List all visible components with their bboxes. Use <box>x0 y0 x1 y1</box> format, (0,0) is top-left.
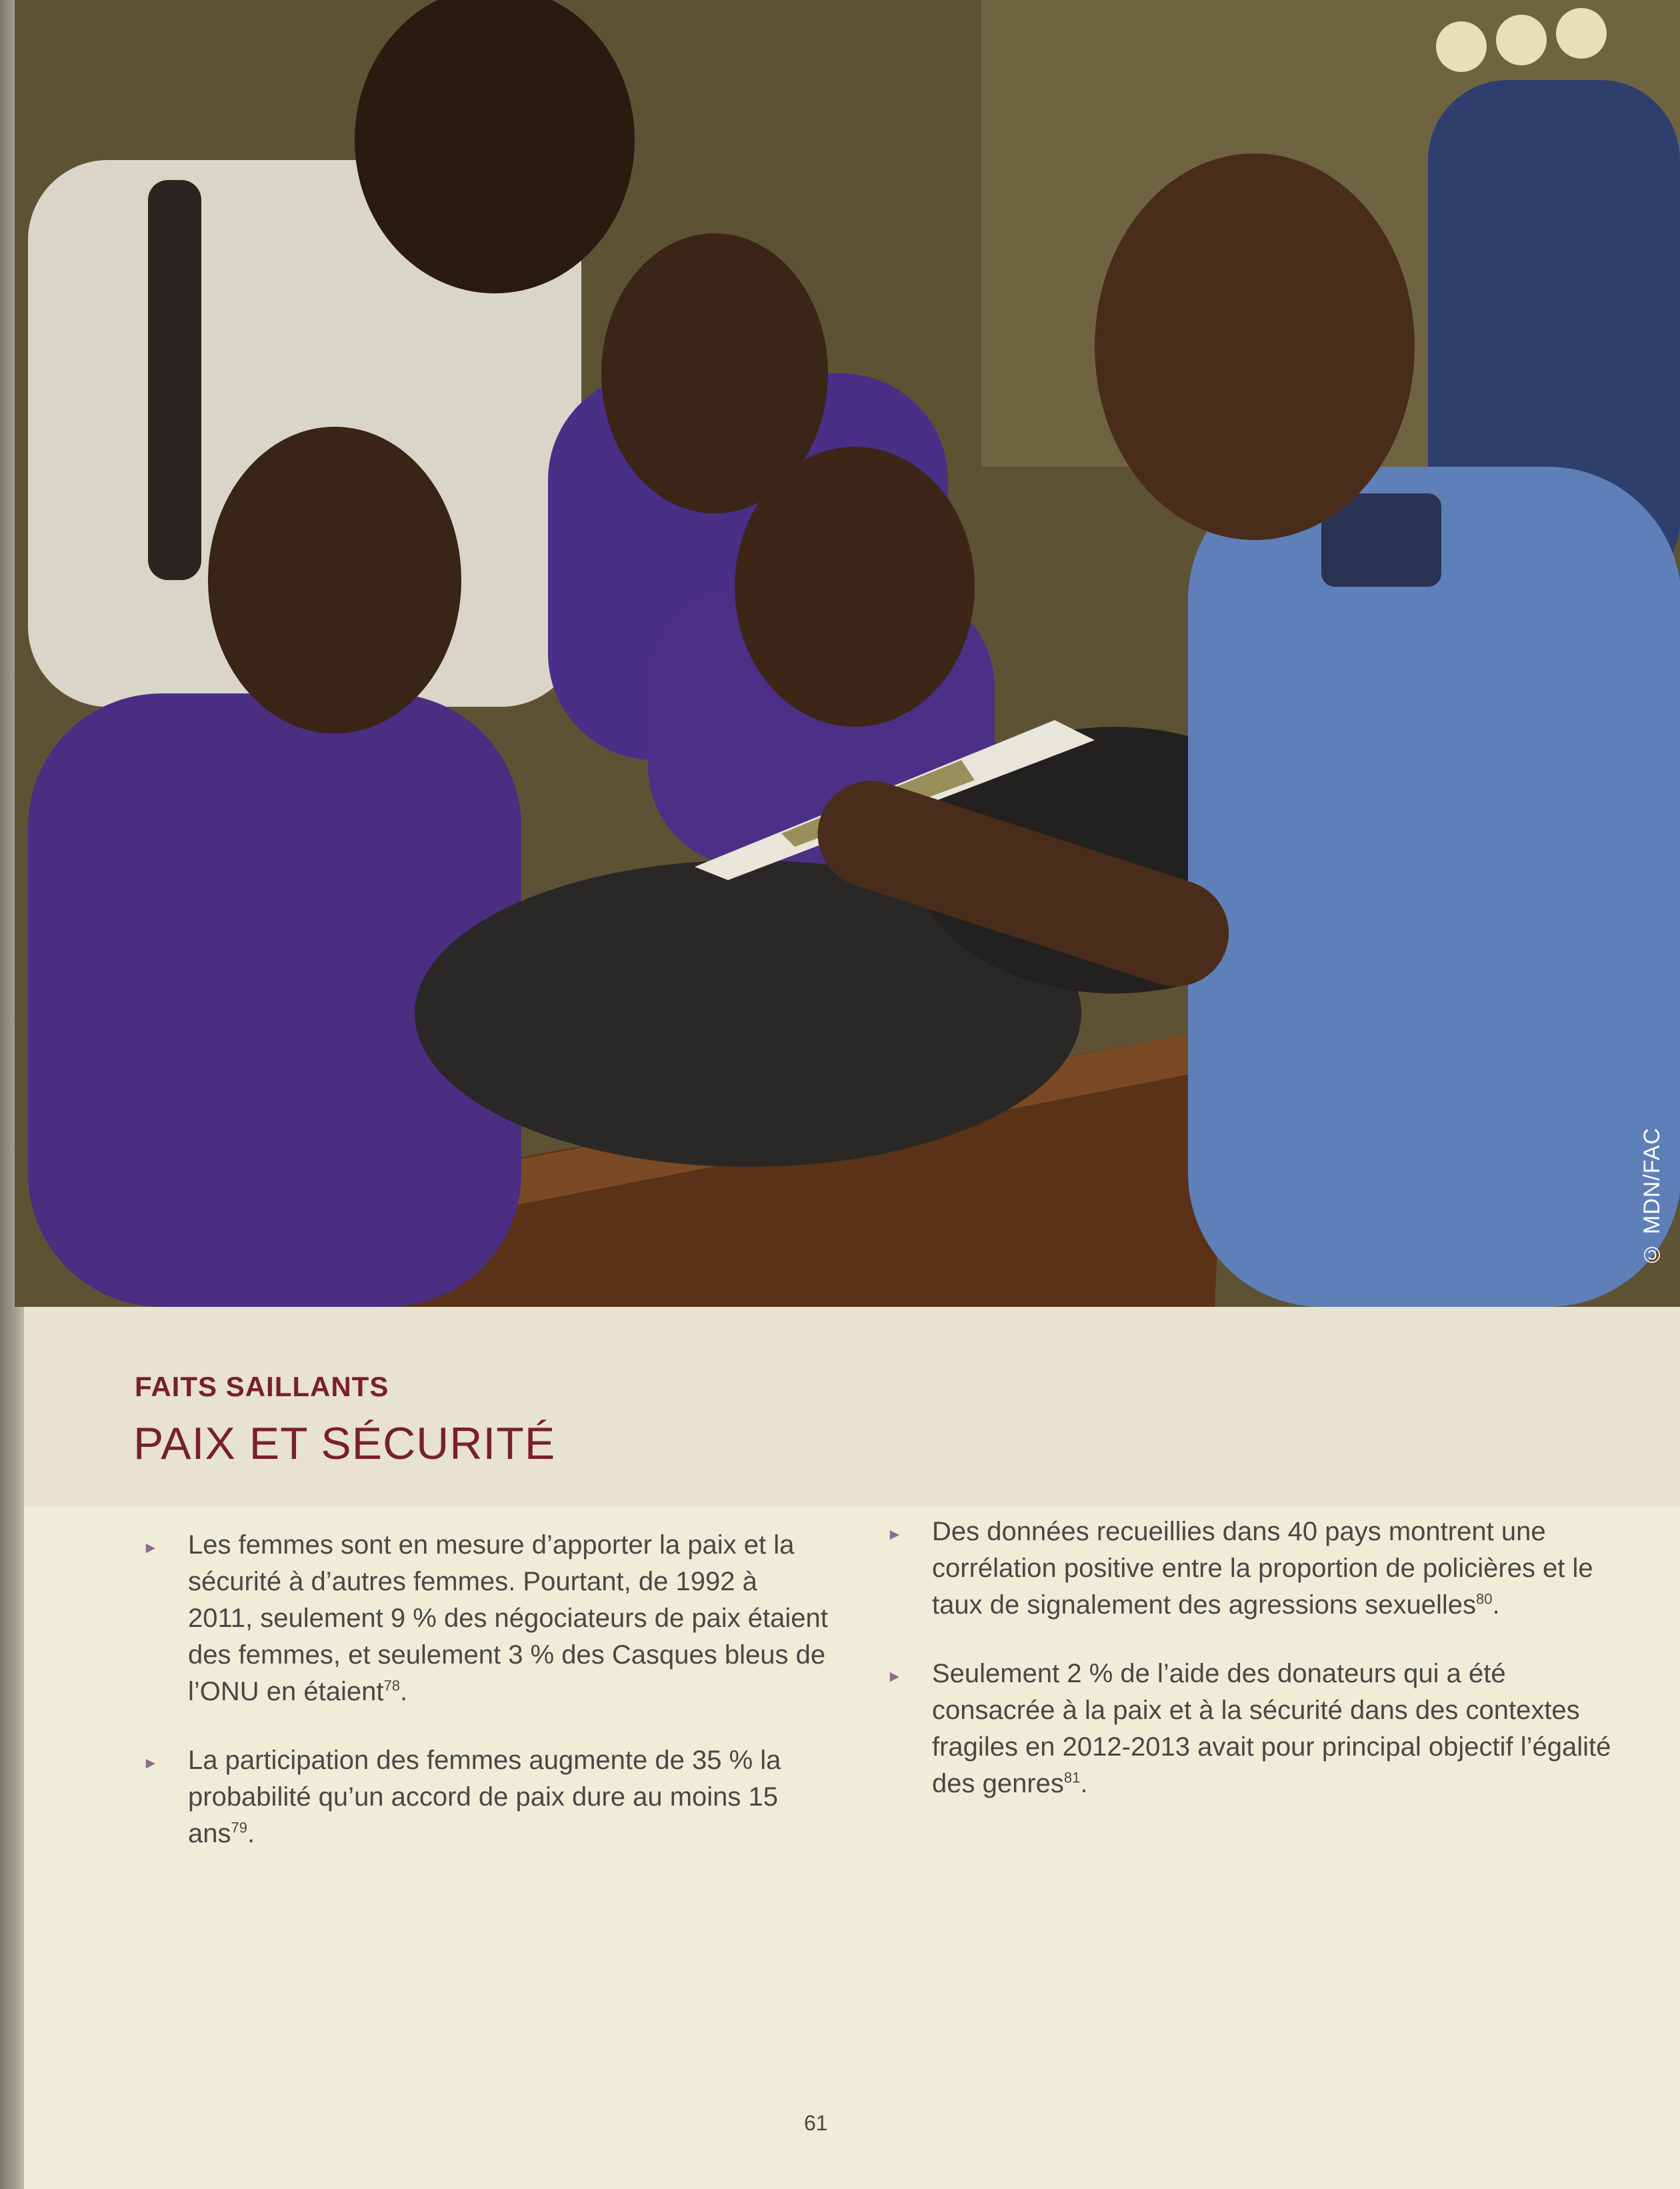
page-title: PAIX ET SÉCURITÉ <box>133 1418 556 1469</box>
footnote-ref: 81 <box>1063 1769 1081 1786</box>
bullet-end: . <box>247 1819 255 1848</box>
bullet-end: . <box>1492 1590 1500 1620</box>
bullet-end: . <box>1080 1769 1088 1798</box>
bullet-text: Des données recueillies dans 40 pays montrent une corrélation positive entre la proportion de policières et le taux de signalement des agressions sexuelles <box>932 1517 1593 1620</box>
list-item <box>879 1656 1625 1802</box>
left-column <box>135 1527 828 1884</box>
bullet-text: Seulement 2 % de l’aide des donateurs qui a été consacrée à la paix et à la sécurité dans des contextes fragiles en 2012-2013 avait pour principal objectif l’égalité des genres <box>932 1659 1611 1798</box>
photo-credit: © MDN/FAC <box>1639 1127 1665 1267</box>
list-item <box>135 1742 828 1852</box>
footnote-ref: 79 <box>231 1819 247 1836</box>
bullet-arrow-icon: ► <box>143 1539 159 1557</box>
bullet-text: Les femmes sont en mesure d’apporter la paix et la sécurité à d’autres femmes. Pourtant, de 1992 à 2011, seulement 9 % des négociateurs de paix étaient des femmes, et seulement 3 % des Casques bleus de l’ONU en étaient <box>188 1530 828 1706</box>
list-item <box>135 1527 828 1710</box>
content-panel <box>24 1307 1680 2189</box>
section-kicker: FAITS SAILLANTS <box>135 1371 389 1402</box>
bullet-arrow-icon: ► <box>143 1754 159 1772</box>
bullet-end: . <box>399 1677 408 1706</box>
photo <box>15 0 1680 1307</box>
bullet-text: La participation des femmes augmente de 35 % la probabilité qu’un accord de paix dure au moins 15 ans <box>188 1746 781 1848</box>
footnote-ref: 80 <box>1476 1590 1493 1608</box>
right-column <box>879 1514 1625 1834</box>
bullet-arrow-icon: ► <box>887 1668 903 1686</box>
list-item <box>879 1514 1625 1624</box>
footnote-ref: 78 <box>383 1677 400 1694</box>
page-number: 61 <box>804 2111 828 2135</box>
photo-illustration <box>15 0 1680 1307</box>
bullet-arrow-icon: ► <box>887 1526 903 1544</box>
header-band <box>24 1307 1680 1507</box>
